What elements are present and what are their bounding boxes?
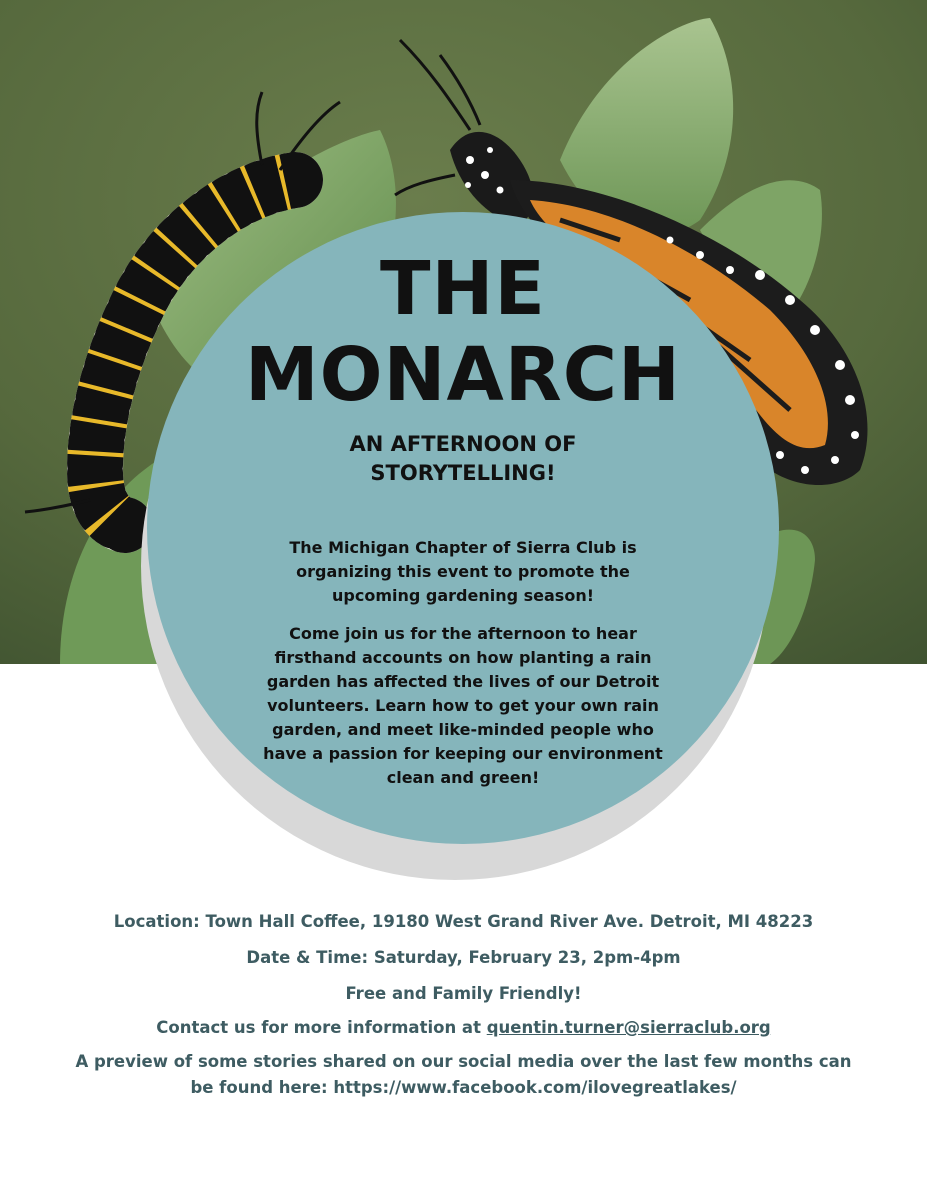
subtitle-line: AN AFTERNOON OF [349, 432, 577, 456]
page-title-line-1: THE [380, 246, 546, 332]
contact-prefix: Contact us for more information at [156, 1018, 481, 1037]
description-line: have a passion for keeping our environment [263, 744, 663, 763]
event-price: Free and Family Friendly! [345, 984, 582, 1003]
description-line: garden has affected the lives of our Detroit [266, 672, 660, 691]
description-paragraph-2 [240, 622, 686, 790]
description-line: The Michigan Chapter of Sierra Club is [289, 538, 637, 557]
page-title-line-2: MONARCH [245, 332, 681, 418]
preview-line-2[interactable]: be found here: https://www.facebook.com/ilovegreatlakes/ [190, 1078, 737, 1097]
description-line: volunteers. Learn how to get your own rain [267, 696, 659, 715]
subtitle-line: STORYTELLING! [370, 461, 556, 485]
contact-line [0, 1018, 927, 1037]
preview-line-1: A preview of some stories shared on our social media over the last few months can [75, 1052, 852, 1071]
description-line: garden, and meet like-minded people who [272, 720, 654, 739]
description-paragraph-1 [240, 536, 686, 608]
description-line: organizing this event to promote the [296, 562, 630, 581]
event-datetime: Date & Time: Saturday, February 23, 2pm-4pm [246, 948, 681, 967]
description-line: clean and green! [386, 768, 540, 787]
description-line: firsthand accounts on how planting a rain [274, 648, 652, 667]
subtitle [147, 430, 779, 488]
event-location: Location: Town Hall Coffee, 19180 West Grand River Ave. Detroit, MI 48223 [113, 912, 814, 931]
description-line: upcoming gardening season! [332, 586, 594, 605]
description-line: Come join us for the afternoon to hear [289, 624, 637, 643]
contact-email-link[interactable]: quentin.turner@sierraclub.org [486, 1018, 771, 1037]
